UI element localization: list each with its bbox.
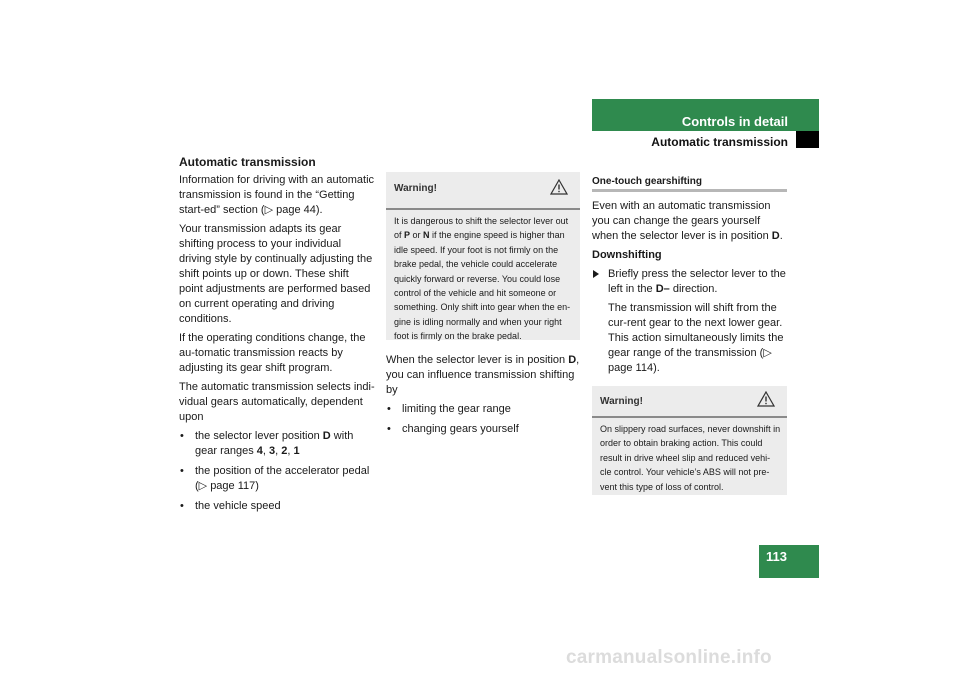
warning-header	[386, 172, 580, 210]
step-result: The transmission will shift from the cur-rent gear to the next lower gear. This action simultaneously limits the gear range of the transmission (▷ page 114).	[608, 302, 784, 374]
column-middle	[386, 353, 582, 442]
paragraph-influence: When the selector lever is in position D, you can influence transmission shifting by	[386, 354, 580, 396]
column-left	[179, 173, 375, 519]
warning-label: Warning!	[394, 183, 437, 194]
header-tab-marker	[796, 131, 819, 148]
subsection-divider	[592, 189, 787, 192]
downshifting-title: Downshifting	[592, 249, 662, 261]
list-item: • limiting the gear range	[387, 403, 511, 415]
warning-label: Warning!	[600, 396, 643, 407]
bullet-icon: •	[180, 430, 184, 442]
page-number: 113	[766, 549, 787, 564]
list-item: • the selector lever position D with gear ranges 4, 3, 2, 1	[180, 430, 354, 457]
section-title: Automatic transmission	[179, 155, 316, 169]
bullet-icon: •	[387, 403, 391, 415]
bullet-icon: •	[387, 423, 391, 435]
list-item: • the vehicle speed	[180, 500, 281, 512]
page-reference[interactable]: ▷ page 114	[608, 347, 772, 374]
warning-text: On slippery road surfaces, never downshift in order to obtain braking action. This could result in drive wheel slip and reduced vehi-cle control. Your vehicle’s ABS will not pre-vent this type of loss of control.	[600, 424, 781, 492]
column-right	[592, 199, 788, 380]
page-reference[interactable]: ▷ page 44	[264, 204, 316, 216]
bullet-icon: •	[180, 500, 184, 512]
paragraph-adapt: Your transmission adapts its gear shifting process to your individual driving style by continually adjusting the shift points up or down. These shift point adjustments are performed based on current operating and driving conditions.	[179, 223, 373, 325]
list-item: • changing gears yourself	[387, 423, 519, 435]
instruction-step: Briefly press the selector lever to the left in the D– direction. The transmission will shift from the cur-rent gear to the next lower gear. This action simultaneously limits the gear range of the transmission (▷ page 114).	[592, 267, 788, 376]
warning-triangle-icon	[757, 391, 775, 412]
subsection-title: One-touch gearshifting	[592, 176, 702, 187]
bullet-list	[179, 429, 375, 514]
watermark: carmanualsonline.info	[566, 647, 772, 668]
bullet-list	[386, 402, 582, 437]
paragraph-intro: Information for driving with an automatic transmission is found in the “Getting start-ed” section (▷ page 44).	[179, 174, 375, 216]
list-item: • the position of the accelerator pedal (▷ page 117)	[180, 465, 370, 492]
paragraph-one-touch: Even with an automatic transmission you can change the gears yourself when the selector lever is in position D.	[592, 200, 783, 242]
warning-triangle-icon	[550, 179, 568, 200]
warning-box	[592, 386, 787, 495]
paragraph-selects: The automatic transmission selects indi-vidual gears automatically, dependent upon	[179, 381, 375, 423]
warning-text: It is dangerous to shift the selector lever out of P or N if the engine speed is higher than idle speed. If your foot is not firmly on the brake pedal, the vehicle could accelerate quickly forward or reverse. You could lose control of the vehicle and hit someone or something. Only shift into gear when the en-gine is idling normally and when your right foot is firmly on the brake pedal.	[394, 216, 571, 342]
warning-box	[386, 172, 580, 340]
warning-header	[592, 386, 787, 418]
section-header: Automatic transmission	[651, 135, 788, 149]
bullet-icon: •	[180, 465, 184, 477]
paragraph-conditions: If the operating conditions change, the au-tomatic transmission reacts by adjusting its gear shift program.	[179, 332, 366, 374]
step-arrow-icon	[593, 270, 599, 278]
page-reference[interactable]: ▷ page 117	[198, 480, 256, 492]
chapter-title: Controls in detail	[681, 114, 788, 129]
